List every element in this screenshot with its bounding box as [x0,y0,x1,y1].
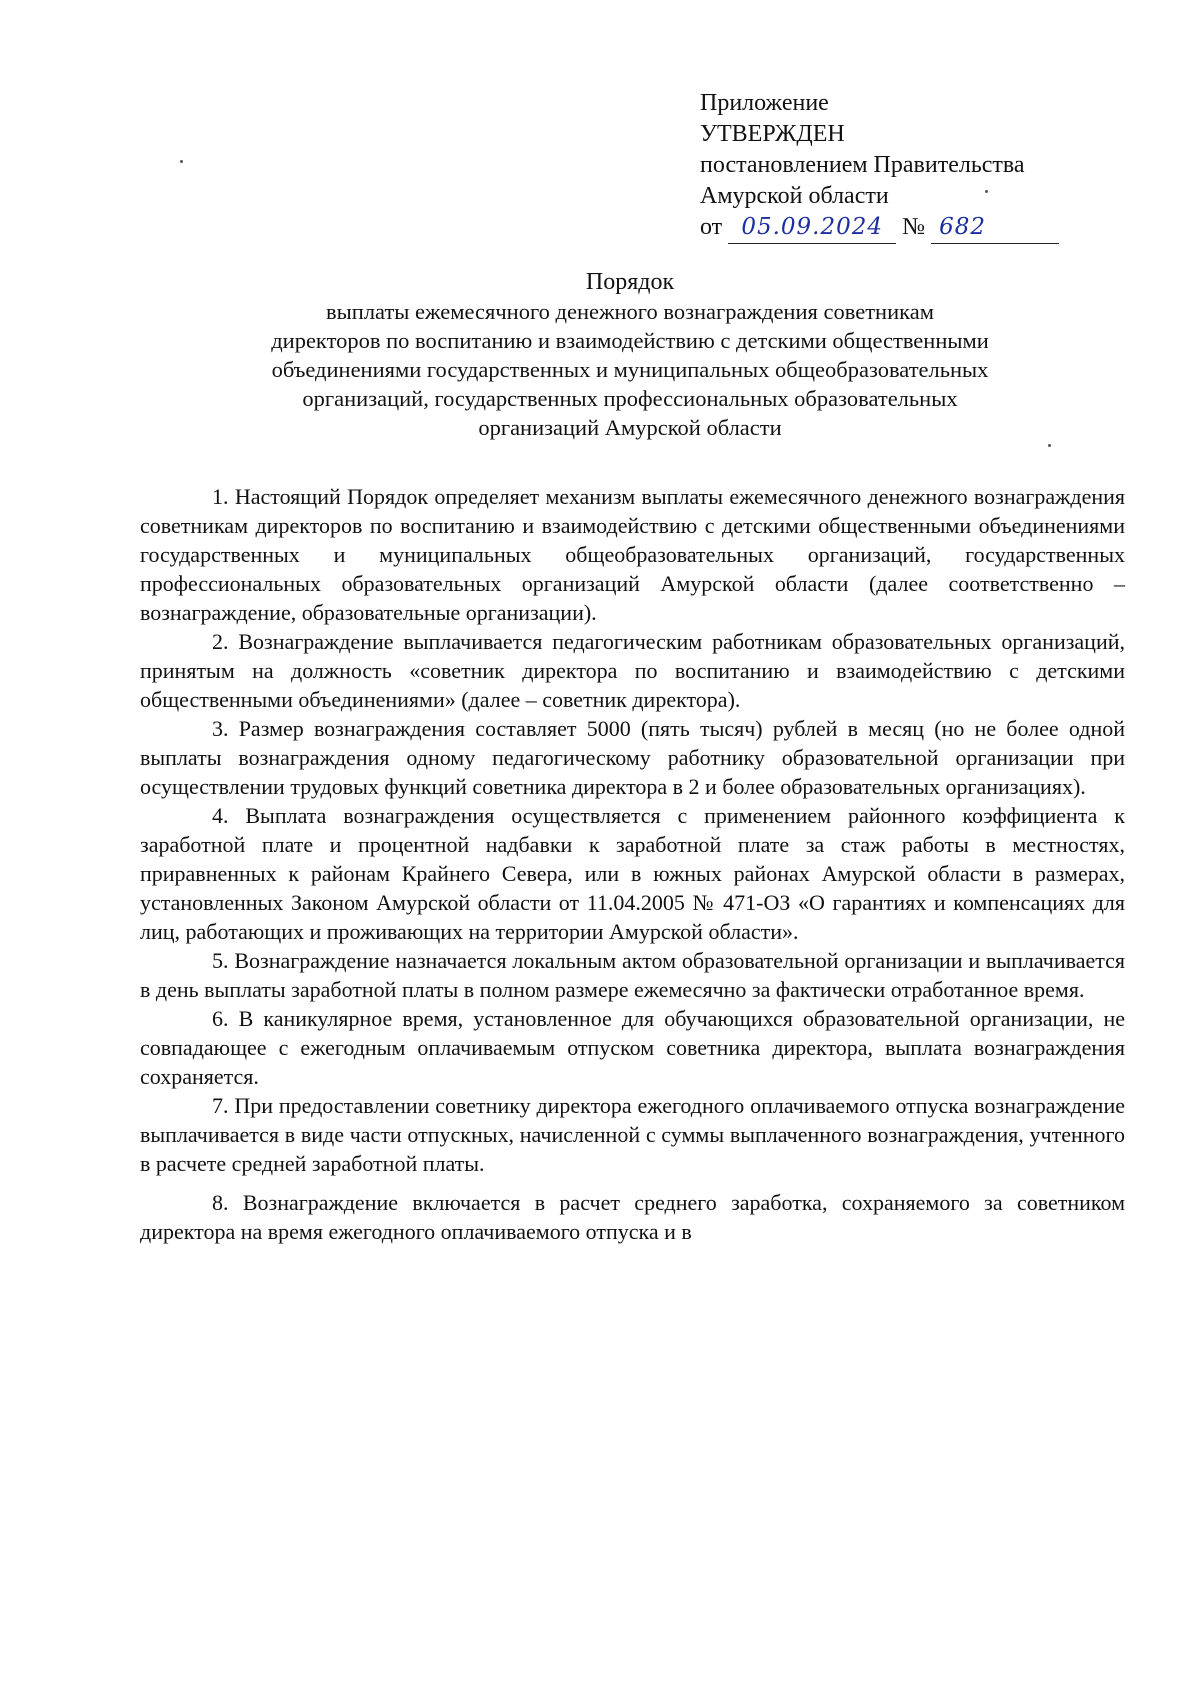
paragraph-6: 6. В каникулярное время, установленное для обучающихся образовательной организации, не совпадающее с ежегодным оплачиваемым отпуском советника директора, выплата вознаграждения сохраняется. [140,1006,1125,1089]
scan-speck [180,160,183,163]
appendix-label: Приложение [700,90,829,116]
approval-block [700,88,1100,244]
region-label: Амурской области [700,183,889,209]
paragraph-5: 5. Вознаграждение назначается локальным актом образовательной организации и выплачивается в день выплаты заработной платы в полном размере ежемесячно за фактически отработанное время. [140,948,1125,1002]
date-prefix: от [700,214,723,240]
paragraph-8: 8. Вознаграждение включается в расчет среднего заработка, сохраняемого за советником директора на время ежегодного оплачиваемого отпуска и в [140,1190,1125,1244]
paragraph-1: 1. Настоящий Порядок определяет механизм выплаты ежемесячного денежного вознаграждения советникам директоров по воспитанию и взаимодействию с детскими общественными объединениями государственных и муниципальных общеобразовательных организаций, государственных профессиональных образовательных организаций Амурской области (далее соответственно – вознаграждение, образовательные организации). [140,484,1125,625]
date-number-line [700,212,1100,244]
title-line: организаций, государственных профессиональных образовательных [302,386,958,411]
resolution-label: постановлением Правительства [700,152,1025,178]
document-title [140,268,1120,442]
handwritten-date: 05.09.2024 [728,212,896,244]
paragraph-7: 7. При предоставлении советнику директора ежегодного оплачиваемого отпуска вознаграждение выплачивается в виде части отпускных, начисленной с суммы выплаченного вознаграждения, учтенного в расчете средней заработной платы. [140,1093,1125,1176]
title-heading: Порядок [585,269,675,295]
approved-label: УТВЕРЖДЕН [700,121,845,147]
title-line: организаций Амурской области [478,415,782,440]
title-line: объединениями государственных и муниципальных общеобразовательных [271,357,989,382]
title-line: директоров по воспитанию и взаимодействию с детскими общественными [271,328,989,353]
paragraph-2: 2. Вознаграждение выплачивается педагогическим работникам образовательных организаций, принятым на должность «советник директора по воспитанию и взаимодействию с детскими общественными объединениями» (далее – советник директора). [140,629,1125,712]
title-line: выплаты ежемесячного денежного вознаграждения советникам [326,299,934,324]
paragraph-4: 4. Выплата вознаграждения осуществляется с применением районного коэффициента к заработной плате и процентной надбавки к заработной плате за стаж работы в местностях, приравненных к районам Крайнего Севера, или в южных районах Амурской области в размерах, установленных Законом Амурской области от 11.04.2005 № 471-ОЗ «О гарантиях и компенсациях для лиц, работающих и проживающих на территории Амурской области». [140,803,1125,944]
paragraph-3: 3. Размер вознаграждения составляет 5000 (пять тысяч) рублей в месяц (но не более одной выплаты вознаграждения одному педагогическому работнику образовательной организации при осуществлении трудовых функций советника директора в 2 и более образовательных организациях). [140,716,1125,799]
handwritten-number: 682 [931,212,1059,244]
number-prefix: № [902,214,926,240]
document-body [140,482,1125,1246]
scan-speck [1048,444,1051,447]
scan-speck [985,190,988,193]
